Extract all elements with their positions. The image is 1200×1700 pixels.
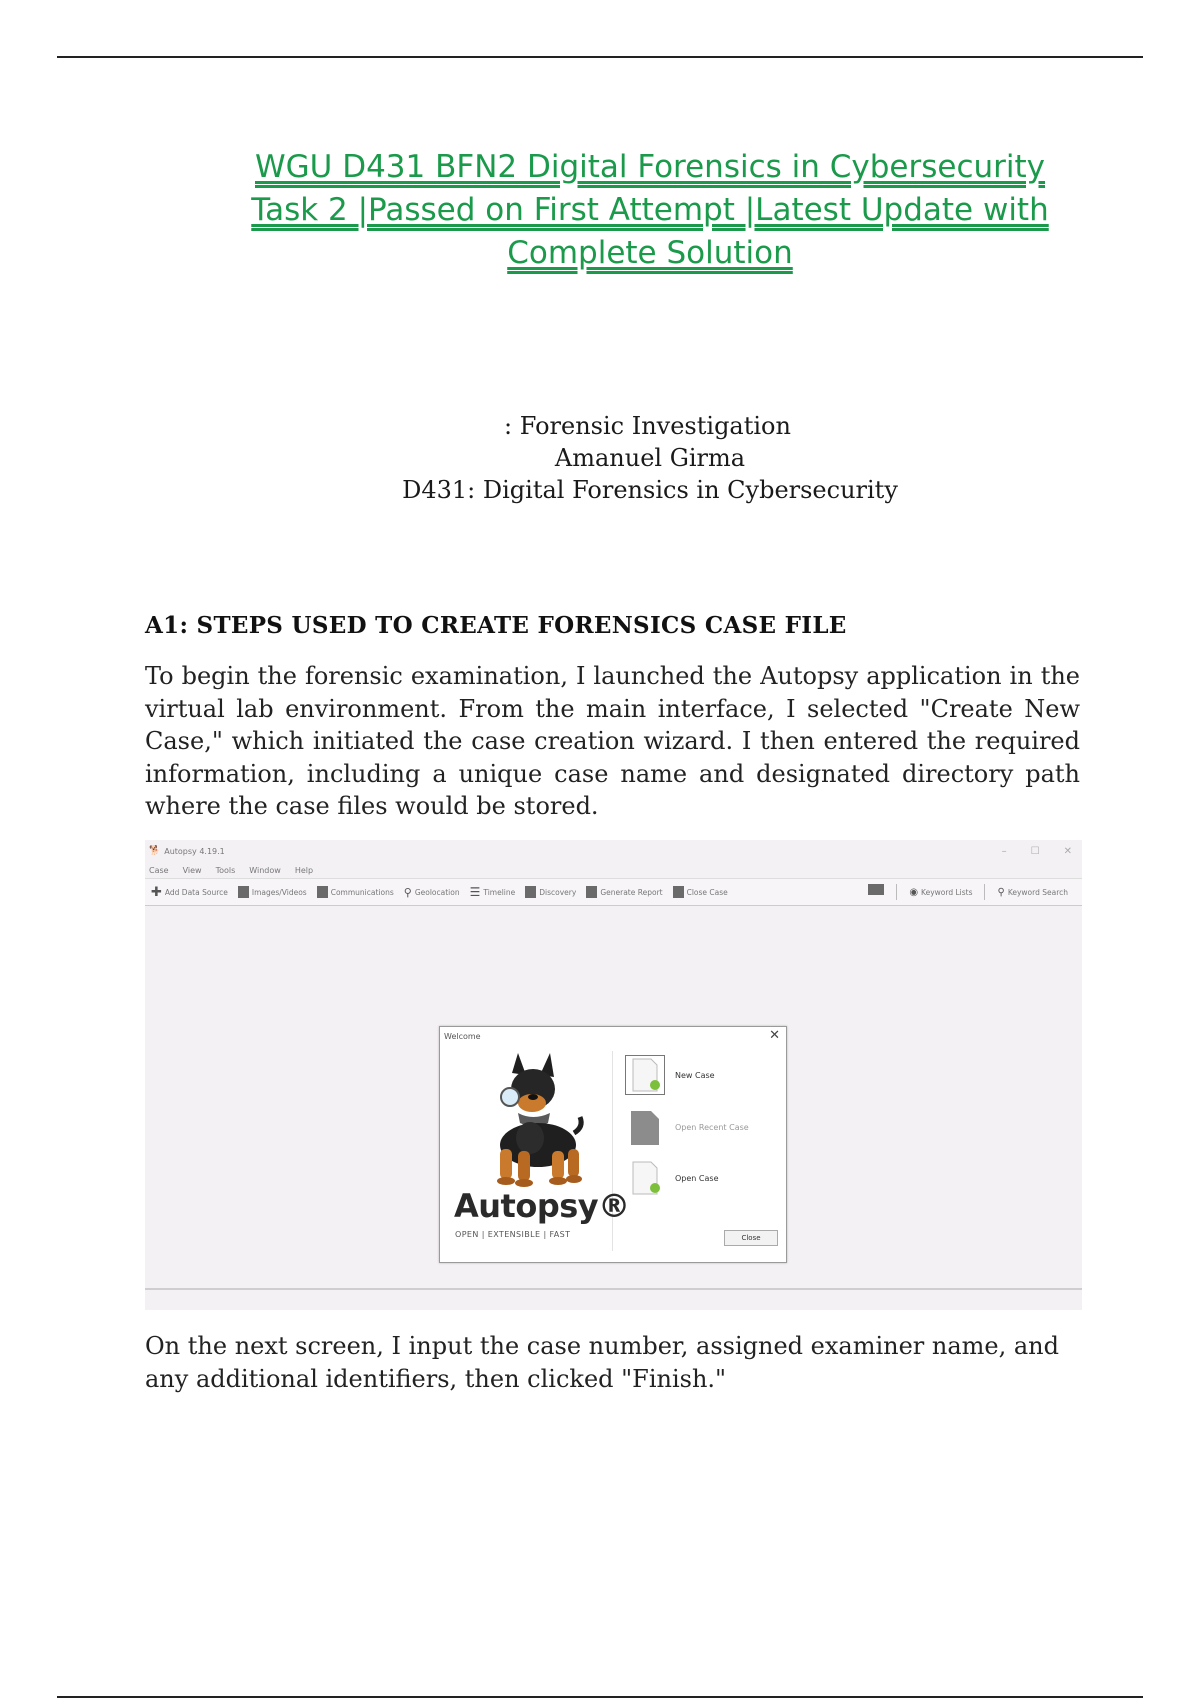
keyword-lists-label: Keyword Lists <box>921 887 973 897</box>
keyword-box-icon[interactable] <box>868 884 884 895</box>
workspace-area <box>145 906 1082 1290</box>
menu-case[interactable]: Case <box>149 865 169 875</box>
section-heading: A1: STEPS USED TO CREATE FORENSICS CASE FILE <box>145 612 847 639</box>
discovery-button[interactable] <box>525 886 576 898</box>
communications-button[interactable] <box>317 886 394 898</box>
menu-window[interactable]: Window <box>249 865 281 875</box>
toolbar <box>145 878 1082 906</box>
autopsy-dog-logo-icon <box>460 1053 590 1188</box>
keyword-lists-button[interactable] <box>909 884 972 900</box>
open-case-option[interactable] <box>625 1158 719 1198</box>
menu-tools[interactable]: Tools <box>215 865 236 875</box>
title-line-3: Complete Solution <box>507 235 793 271</box>
plus-icon: ✚ <box>151 884 162 900</box>
toolbar-separator <box>896 884 897 900</box>
close-window-icon[interactable]: ✕ <box>1063 845 1072 857</box>
communications-icon <box>317 886 328 898</box>
close-case-icon <box>673 886 684 898</box>
keyword-search-button[interactable] <box>997 884 1068 900</box>
timeline-label: Timeline <box>483 887 516 897</box>
meta-author: Amanuel Girma <box>554 444 746 472</box>
menu-bar <box>145 862 1082 878</box>
eye-icon: ◉ <box>909 886 919 898</box>
dialog-close-button[interactable]: Close <box>724 1230 778 1246</box>
dialog-close-icon[interactable]: ✕ <box>769 1028 780 1043</box>
open-case-icon <box>625 1158 665 1198</box>
maximize-icon[interactable]: ☐ <box>1030 845 1040 857</box>
geolocation-label: Geolocation <box>414 887 460 897</box>
welcome-dialog <box>439 1026 787 1263</box>
autopsy-tagline: OPEN | EXTENSIBLE | FAST <box>455 1230 571 1239</box>
toolbar-right <box>868 884 1082 900</box>
bottom-rule <box>57 1696 1143 1698</box>
document-title <box>150 146 1150 275</box>
paragraph-1: To begin the forensic examination, I launched the Autopsy application in the virtual lab environment. From the main interface, I selected "Create New Case," which initiated the case creation wizard. I then entered the required information, including a unique case name and designated directory path where the case files would be stored. <box>145 662 1080 820</box>
window-controls <box>1002 846 1082 857</box>
add-data-source-label: Add Data Source <box>164 887 228 897</box>
autopsy-app-icon: 🐕 <box>149 846 161 856</box>
menu-view[interactable]: View <box>182 865 202 875</box>
open-recent-case-icon <box>625 1107 665 1147</box>
meta-subject: : Forensic Investigation <box>504 412 791 440</box>
title-line-2: Task 2 |Passed on First Attempt |Latest Update with <box>251 192 1049 228</box>
generate-report-button[interactable] <box>586 886 662 898</box>
open-recent-case-option[interactable] <box>625 1107 749 1147</box>
map-pin-icon: ⚲ <box>403 885 412 899</box>
geolocation-button[interactable] <box>404 886 460 899</box>
top-rule <box>57 56 1143 58</box>
menu-help[interactable]: Help <box>294 865 314 875</box>
images-videos-label: Images/Videos <box>251 887 307 897</box>
autopsy-logo-text: Autopsy® <box>454 1187 630 1225</box>
timeline-button[interactable] <box>470 885 516 899</box>
autopsy-screenshot <box>145 840 1082 1310</box>
report-icon <box>586 886 597 898</box>
discovery-icon <box>525 886 536 898</box>
window-title: Autopsy 4.19.1 <box>164 846 225 856</box>
close-case-label: Close Case <box>686 887 728 897</box>
new-case-icon <box>625 1055 665 1095</box>
meta-course: D431: Digital Forensics in Cybersecurity <box>402 476 898 504</box>
paragraph-2: On the next screen, I input the case number, assigned examiner name, and any additional identifiers, then clicked "Finish." <box>145 1332 1060 1393</box>
images-icon <box>238 886 249 898</box>
dialog-title: Welcome <box>444 1031 481 1041</box>
generate-report-label: Generate Report <box>600 887 663 897</box>
discovery-label: Discovery <box>539 887 577 897</box>
search-icon: ⚲ <box>997 886 1005 898</box>
minimize-icon[interactable]: – <box>1001 845 1007 857</box>
new-case-option[interactable] <box>625 1055 715 1095</box>
open-case-label: Open Case <box>675 1173 719 1183</box>
add-data-source-button[interactable] <box>151 885 228 900</box>
open-recent-case-label: Open Recent Case <box>675 1122 749 1132</box>
communications-label: Communications <box>330 887 394 897</box>
new-case-label: New Case <box>675 1070 715 1080</box>
document-meta <box>0 410 1200 506</box>
images-videos-button[interactable] <box>238 886 307 898</box>
keyword-search-label: Keyword Search <box>1007 887 1068 897</box>
toolbar-separator-2 <box>984 884 985 900</box>
timeline-icon: ☰ <box>469 885 481 899</box>
title-line-1: WGU D431 BFN2 Digital Forensics in Cybersecurity <box>254 149 1046 185</box>
close-case-button[interactable] <box>673 886 728 898</box>
window-titlebar <box>145 840 1082 862</box>
